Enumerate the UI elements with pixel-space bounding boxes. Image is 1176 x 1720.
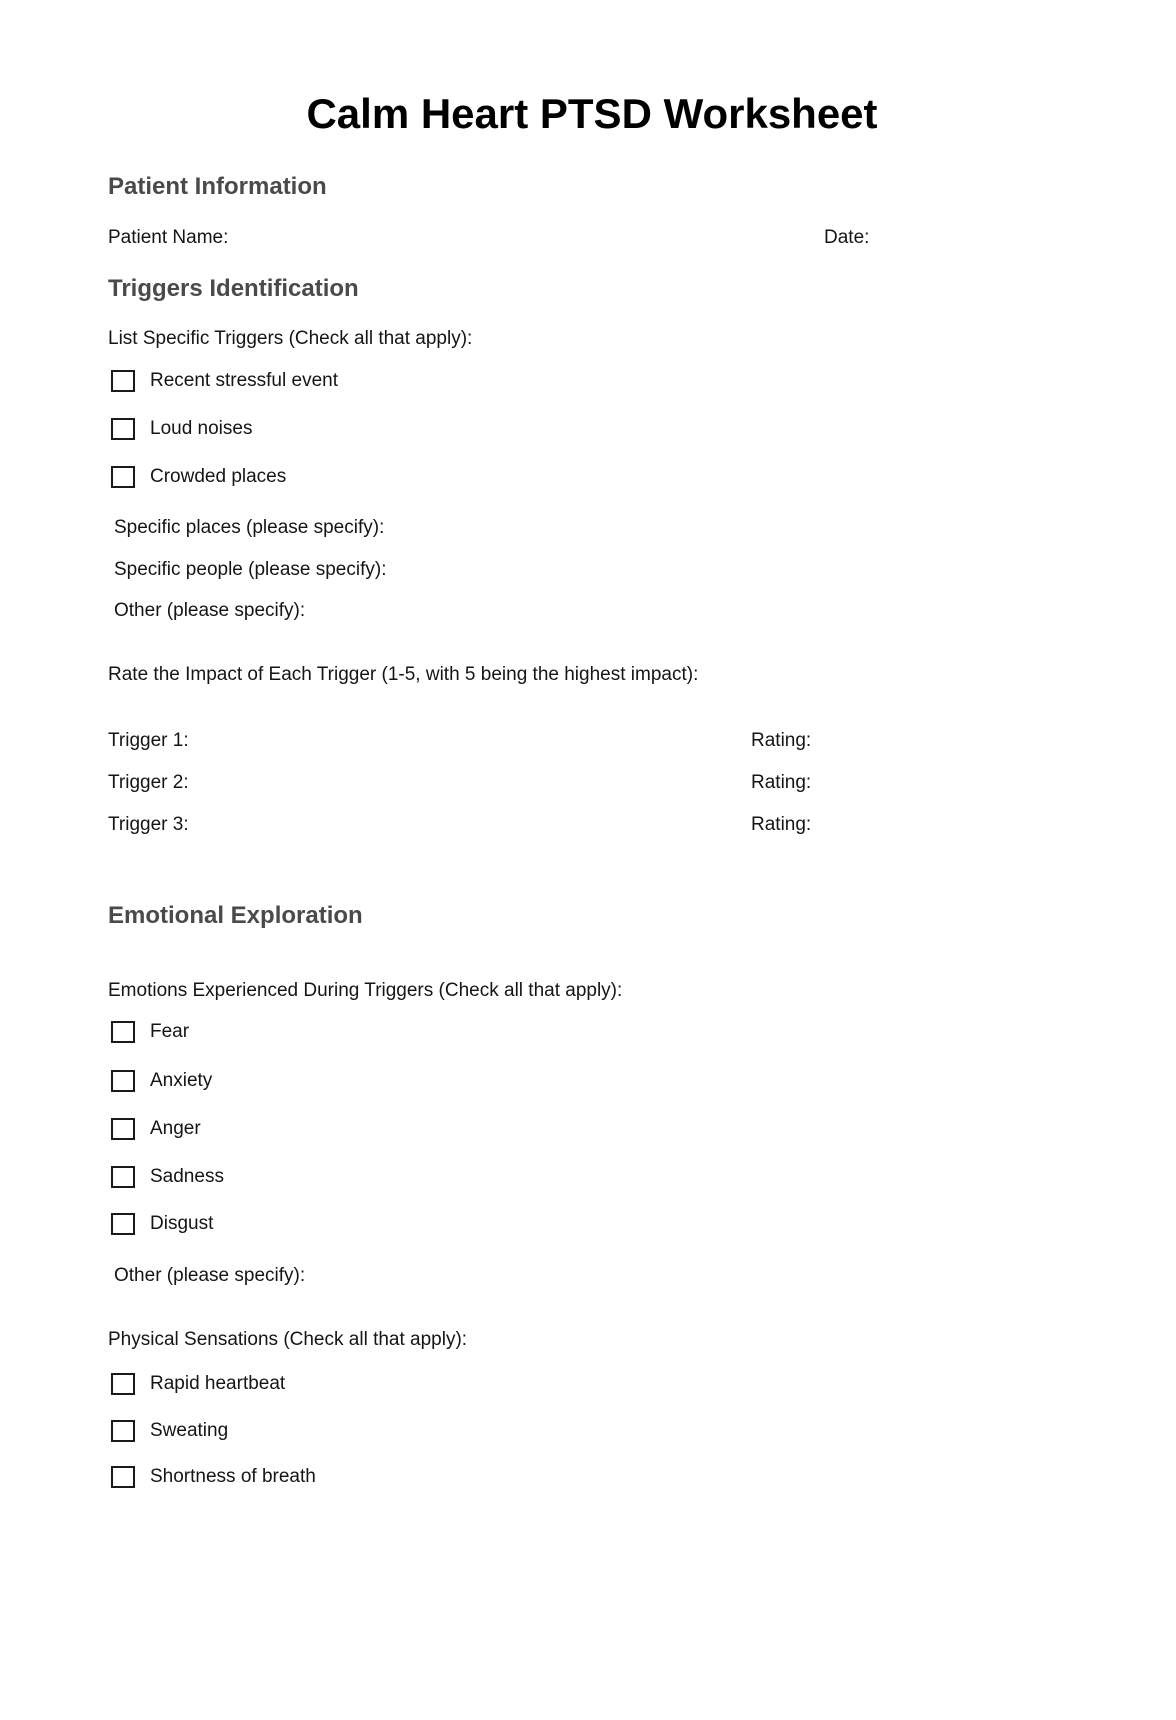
trigger-rating-row [108, 729, 1076, 753]
sensations-prompt: Physical Sensations (Check all that apply): [108, 1329, 468, 1350]
checkbox-shortness-of-breath[interactable] [111, 1466, 135, 1488]
rating-3-label: Rating: [751, 814, 812, 835]
emotion-checkbox-row [108, 1212, 1076, 1236]
specify-other-line: Other (please specify): [114, 600, 306, 621]
specify-places-line: Specific places (please specify): [114, 517, 385, 538]
rate-impact-prompt: Rate the Impact of Each Trigger (1-5, with 5 being the highest impact): [108, 664, 699, 685]
checkbox-label: Anger [150, 1118, 201, 1139]
sensation-checkbox-row [108, 1419, 1076, 1443]
sensation-checkbox-row [108, 1372, 1076, 1396]
trigger-2-label: Trigger 2: [108, 772, 189, 793]
patient-name-date-row [108, 226, 1076, 250]
checkbox-fear[interactable] [111, 1021, 135, 1043]
trigger-checkbox-row [108, 465, 1076, 489]
emotions-prompt: Emotions Experienced During Triggers (Check all that apply): [108, 980, 623, 1001]
section-heading-triggers-identification: Triggers Identification [108, 275, 359, 302]
checkbox-loud-noises[interactable] [111, 418, 135, 440]
trigger-3-label: Trigger 3: [108, 814, 189, 835]
checkbox-sweating[interactable] [111, 1420, 135, 1442]
trigger-rating-row [108, 771, 1076, 795]
patient-name-label: Patient Name: [108, 227, 229, 248]
checkbox-disgust[interactable] [111, 1213, 135, 1235]
emotion-checkbox-row [108, 1069, 1076, 1093]
date-label: Date: [824, 227, 870, 248]
rating-2-label: Rating: [751, 772, 812, 793]
emotion-checkbox-row [108, 1020, 1076, 1044]
trigger-checkbox-row [108, 417, 1076, 441]
checkbox-label: Fear [150, 1021, 190, 1042]
specify-people-line: Specific people (please specify): [114, 559, 387, 580]
sensation-checkbox-row [108, 1465, 1076, 1489]
emotions-other-line: Other (please specify): [114, 1265, 306, 1286]
emotion-checkbox-row [108, 1117, 1076, 1141]
checkbox-crowded-places[interactable] [111, 466, 135, 488]
trigger-rating-row [108, 813, 1076, 837]
checkbox-label: Shortness of breath [150, 1466, 316, 1487]
checkbox-label: Recent stressful event [150, 370, 338, 391]
triggers-list-prompt: List Specific Triggers (Check all that apply): [108, 328, 473, 349]
checkbox-label: Crowded places [150, 466, 287, 487]
checkbox-label: Disgust [150, 1213, 214, 1234]
checkbox-sadness[interactable] [111, 1166, 135, 1188]
checkbox-recent-stressful-event[interactable] [111, 370, 135, 392]
rating-1-label: Rating: [751, 730, 812, 751]
checkbox-label: Sweating [150, 1420, 229, 1441]
checkbox-anger[interactable] [111, 1118, 135, 1140]
checkbox-label: Sadness [150, 1166, 224, 1187]
checkbox-label: Rapid heartbeat [150, 1373, 286, 1394]
section-heading-patient-information: Patient Information [108, 173, 327, 200]
page-title: Calm Heart PTSD Worksheet [306, 90, 878, 137]
checkbox-label: Loud noises [150, 418, 253, 439]
trigger-1-label: Trigger 1: [108, 730, 189, 751]
emotion-checkbox-row [108, 1165, 1076, 1189]
worksheet-page [0, 90, 1176, 1720]
checkbox-anxiety[interactable] [111, 1070, 135, 1092]
section-heading-emotional-exploration: Emotional Exploration [108, 902, 363, 929]
checkbox-label: Anxiety [150, 1070, 213, 1091]
checkbox-rapid-heartbeat[interactable] [111, 1373, 135, 1395]
trigger-checkbox-row [108, 369, 1076, 393]
